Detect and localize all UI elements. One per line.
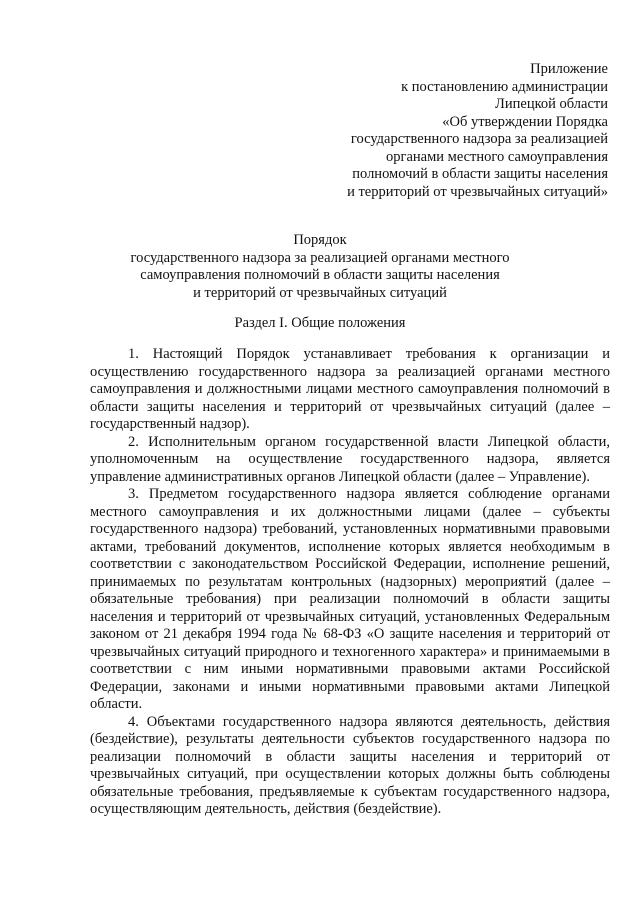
paragraph: 3. Предметом государственного надзора является соблюдение органами местного самоуправления и их должностными лицами (далее – субъекты государственного надзора) требований, установленных нормативными правовыми актами, требований документов, исполнение которых является необходимым в соответствии с законодательством Российской Федерации, исполнение решений, принимаемых по результатам контрольных (надзорных) мероприятий (далее – обязательные требования) при реализации полномочий в области защиты населения и территорий от чрезвычайных ситуаций, установленных Федеральным законом от 21 декабря 1994 года № 68-ФЗ «О защите населения и территорий от чрезвычайных ситуаций природного и техногенного характера» и принимаемыми в соответствии с ним иными нормативными правовыми актами Российской Федерации, законами и иными нормативными правовыми актами Липецкой области. [90, 486, 610, 712]
appendix-line: органами местного самоуправления [386, 148, 608, 165]
title-line: Порядок [293, 232, 347, 248]
title-line: и территорий от чрезвычайных ситуаций [193, 284, 447, 301]
section-heading: Раздел I. Общие положения [234, 315, 406, 331]
document-title [60, 232, 580, 302]
title-line: самоуправления полномочий в области защиты населения [140, 267, 500, 283]
appendix-line: полномочий в области защиты населения [352, 166, 608, 182]
appendix-line: и территорий от чрезвычайных ситуаций» [347, 183, 608, 200]
appendix-line: государственного надзора за реализацией [350, 131, 608, 147]
paragraph: 2. Исполнительным органом государственной власти Липецкой области, уполномоченным на осуществление государственного надзора, является управление административных органов Липецкой области (далее – Управление). [90, 433, 610, 485]
title-line: государственного надзора за реализацией органами местного [130, 249, 510, 266]
paragraph: 4. Объектами государственного надзора являются деятельность, действия (бездействие), результаты деятельности субъектов государственного надзора по реализации полномочий в области защиты населения и территорий от чрезвычайных ситуаций, при осуществлении которых должны быть соблюдены обязательные требования, предъявляемые к субъектам государственного надзора, осуществляющим деятельность, действия (бездействие). [90, 713, 610, 817]
paragraph: 1. Настоящий Порядок устанавливает требования к организации и осуществлению государственного надзора за реализацией органами местного самоуправления и должностными лицами местного самоуправления полномочий в области защиты населения и территорий от чрезвычайных ситуаций (далее – государственный надзор). [90, 346, 610, 432]
appendix-header [278, 61, 608, 201]
appendix-line: к постановлению администрации [401, 78, 608, 95]
appendix-line: «Об утверждении Порядка [442, 113, 608, 130]
appendix-line: Приложение [530, 61, 608, 77]
appendix-line: Липецкой области [495, 96, 608, 112]
document-body [90, 346, 610, 819]
